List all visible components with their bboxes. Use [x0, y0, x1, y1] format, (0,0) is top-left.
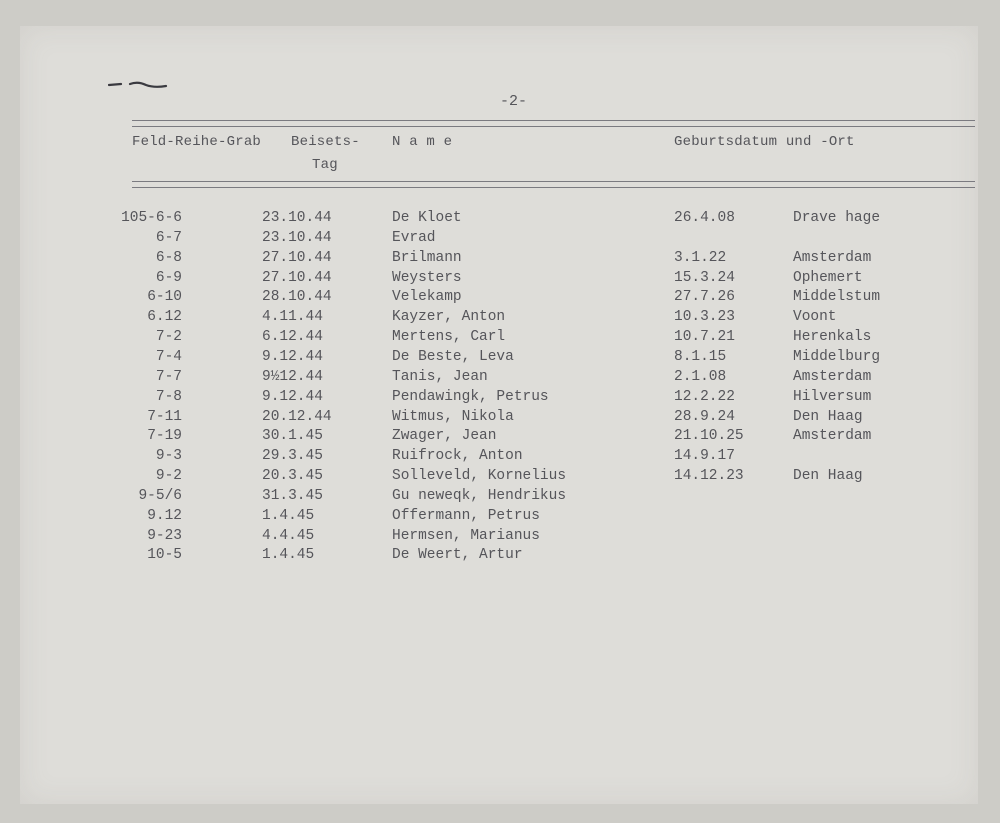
grave-position: 7-11: [147, 408, 182, 425]
grave-position: 9.12: [147, 507, 182, 524]
birth-place: Den Haag: [793, 408, 863, 425]
interment-day: 31.3.45: [262, 487, 323, 504]
person-name: De Weert, Artur: [392, 547, 523, 564]
person-name: De Beste, Leva: [392, 348, 514, 365]
table-row: [0, 448, 1000, 468]
interment-day: 23.10.44: [262, 229, 332, 246]
person-name: Brilmann: [392, 249, 462, 266]
birth-place: Ophemert: [793, 269, 863, 286]
interment-day: 27.10.44: [262, 249, 332, 266]
birth-date: 10.3.23: [674, 309, 735, 326]
table-row: [0, 270, 1000, 290]
table-row: [0, 309, 1000, 329]
grave-position: 6.12: [147, 309, 182, 326]
person-name: Pendawingk, Petrus: [392, 388, 549, 405]
birth-date: 27.7.26: [674, 289, 735, 306]
header-position: Feld-Reihe-Grab: [132, 134, 262, 150]
table-row: [0, 289, 1000, 309]
interment-day: 9.12.44: [262, 348, 323, 365]
birth-place: Voont: [793, 309, 837, 326]
table-row: [0, 428, 1000, 448]
birth-date: 21.10.25: [674, 428, 744, 445]
grave-position: 7-8: [155, 388, 182, 405]
interment-day: 20.3.45: [262, 468, 323, 485]
birth-place: Herenkals: [793, 329, 872, 346]
table-row: [0, 230, 1000, 250]
birth-date: 14.12.23: [674, 468, 744, 485]
person-name: Tanis, Jean: [392, 368, 488, 385]
person-name: Hermsen, Marianus: [392, 527, 540, 544]
header-birth: Geburtsdatum und -Ort: [674, 134, 855, 150]
header-day-line1: Beisets-: [291, 134, 360, 150]
person-name: Offermann, Petrus: [392, 507, 540, 524]
grave-position: 9-23: [147, 527, 182, 544]
birth-place: Amsterdam: [793, 249, 872, 266]
birth-place: Hilversum: [793, 388, 872, 405]
table-row: [0, 488, 1000, 508]
table-row: [0, 250, 1000, 270]
interment-day: 27.10.44: [262, 269, 332, 286]
table-row: [0, 210, 1000, 230]
grave-position: 9-5/6: [138, 487, 182, 504]
table-row: [0, 369, 1000, 389]
interment-day: 1.4.45: [262, 507, 315, 524]
birth-date: 2.1.08: [674, 368, 727, 385]
grave-position: 105-6-6: [121, 210, 182, 226]
birth-date: 8.1.15: [674, 348, 727, 365]
person-name: De Kloet: [392, 210, 462, 226]
birth-date: 3.1.22: [674, 249, 727, 266]
table-row: [0, 389, 1000, 409]
birth-date: 14.9.17: [674, 448, 735, 465]
birth-place: Amsterdam: [793, 428, 872, 445]
grave-position: 6-9: [155, 269, 182, 286]
grave-position: 7-2: [155, 329, 182, 346]
birth-place: Middelstum: [793, 289, 881, 306]
person-name: Mertens, Carl: [392, 329, 506, 346]
interment-day: 20.12.44: [262, 408, 332, 425]
person-name: Solleveld, Kornelius: [392, 468, 567, 485]
grave-position: 6-8: [155, 249, 182, 266]
interment-day: 4.11.44: [262, 309, 323, 326]
person-name: Weysters: [392, 269, 462, 286]
interment-day: 6.12.44: [262, 329, 323, 346]
header-name: N a m e: [392, 134, 453, 150]
grave-position: 6-10: [147, 289, 182, 306]
birth-place: Drave hage: [793, 210, 881, 226]
table-row: [0, 528, 1000, 548]
table-row: [0, 508, 1000, 528]
interment-day: 4.4.45: [262, 527, 315, 544]
person-name: Gu neweqk, Hendrikus: [392, 487, 567, 504]
birth-place: Den Haag: [793, 468, 863, 485]
interment-day: 9½12.44: [262, 368, 323, 385]
grave-position: 9-3: [155, 448, 182, 465]
table-row: [0, 349, 1000, 369]
interment-day: 29.3.45: [262, 448, 323, 465]
grave-position: 7-4: [155, 348, 182, 365]
interment-day: 1.4.45: [262, 547, 315, 564]
person-name: Ruifrock, Anton: [392, 448, 523, 465]
pen-mark: [108, 80, 170, 90]
birth-date: 10.7.21: [674, 329, 735, 346]
table-row: [0, 468, 1000, 488]
grave-position: 6-7: [155, 229, 182, 246]
page-number: -2-: [500, 93, 528, 110]
header-bottom-rule: [132, 181, 975, 188]
birth-date: 26.4.08: [674, 210, 735, 226]
birth-date: 12.2.22: [674, 388, 735, 405]
birth-date: 15.3.24: [674, 269, 735, 286]
table-row: [0, 409, 1000, 429]
person-name: Kayzer, Anton: [392, 309, 506, 326]
grave-position: 9-2: [155, 468, 182, 485]
birth-place: Middelburg: [793, 348, 881, 365]
birth-place: Amsterdam: [793, 368, 872, 385]
person-name: Witmus, Nikola: [392, 408, 514, 425]
grave-position: 7-7: [155, 368, 182, 385]
interment-day: 28.10.44: [262, 289, 332, 306]
person-name: Velekamp: [392, 289, 462, 306]
birth-date: 28.9.24: [674, 408, 735, 425]
interment-day: 30.1.45: [262, 428, 323, 445]
grave-position: 10-5: [147, 547, 182, 564]
grave-position: 7-19: [147, 428, 182, 445]
header-top-rule: [132, 120, 975, 127]
interment-day: 23.10.44: [262, 210, 332, 226]
interment-day: 9.12.44: [262, 388, 323, 405]
table-row: [0, 329, 1000, 349]
header-day-line2: Tag: [312, 157, 338, 173]
table-row: [0, 547, 1000, 567]
person-name: Evrad: [392, 229, 436, 246]
person-name: Zwager, Jean: [392, 428, 497, 445]
